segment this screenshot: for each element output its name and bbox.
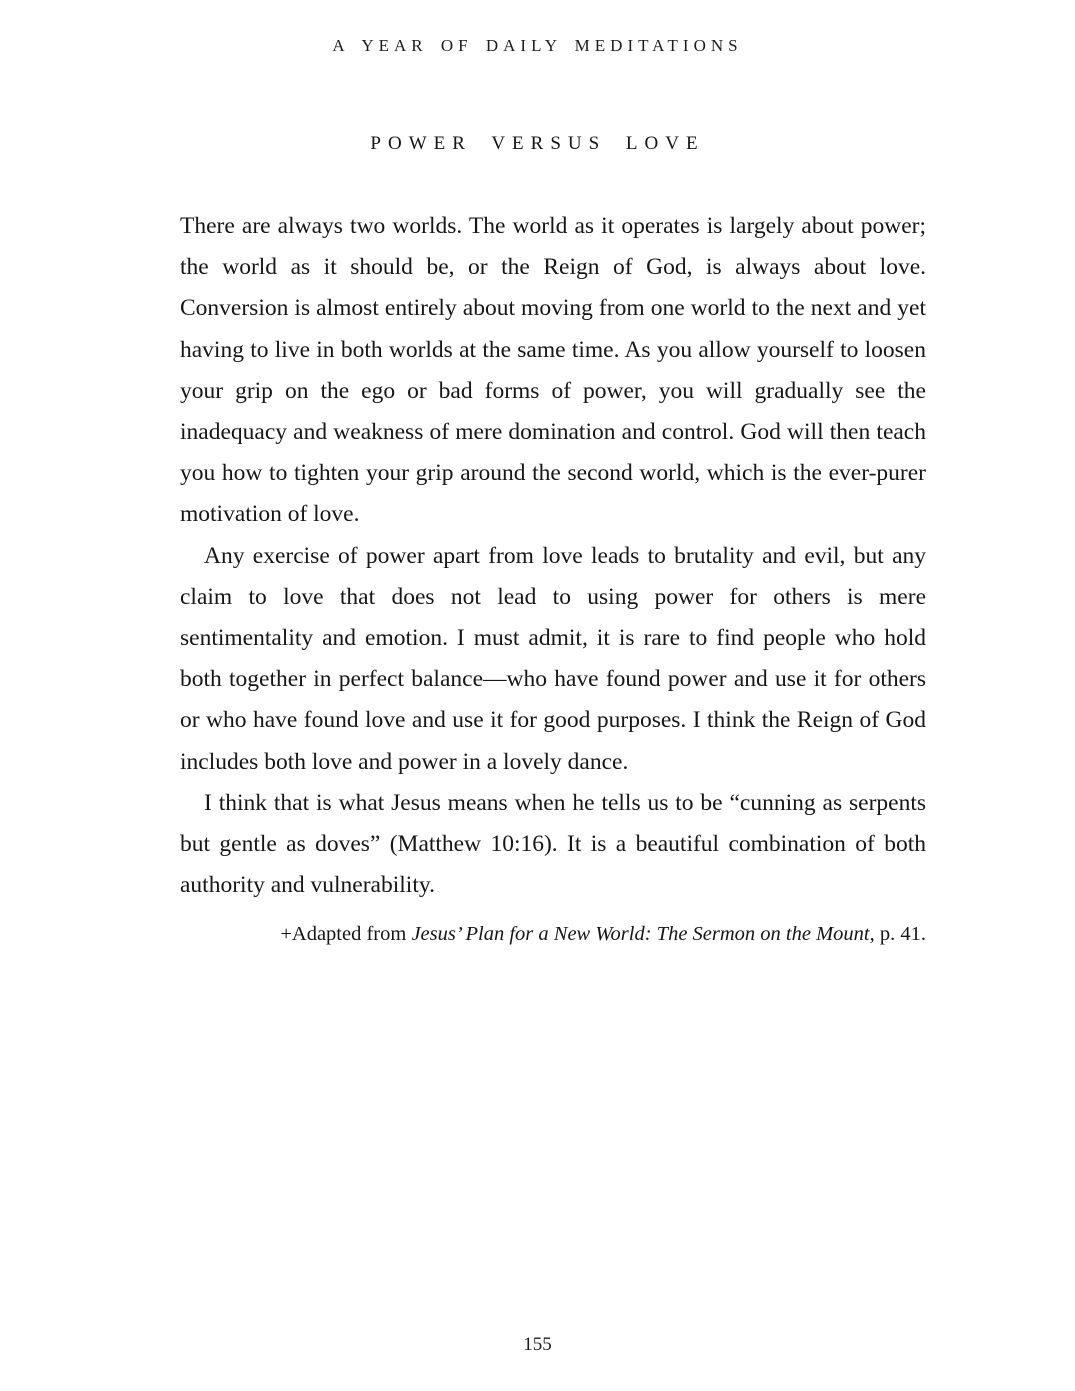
body-paragraph: Any exercise of power apart from love leads to brutality and evil, but any claim to love that does not lead to using power for others is mere sentimentality and emotion. I must admit, it is rare to find people who hold both together in perfect balance—who have found power and use it for others or who have found love and use it for good purposes. I think the Reign of God includes both love and power in a lovely dance. [180, 542, 926, 775]
page-number: 155 [523, 1334, 552, 1355]
body-paragraph: There are always two worlds. The world as it operates is largely about power; the world as it should be, or the Reign of God, is always about love. Conversion is almost entirely about moving from one world to the next and yet having to live in both worlds at the same time. As you allow yourself to loosen your grip on the ego or bad forms of power, you will gradually see the inadequacy and weakness of mere domination and control. God will then teach you how to tighten your grip around the second world, which is the ever-purer motivation of love. [180, 213, 926, 528]
body-text-block [180, 206, 926, 949]
attribution-line [180, 919, 926, 949]
attribution-prefix: +Adapted from [280, 923, 412, 946]
attribution-suffix: , p. 41. [869, 923, 926, 946]
running-header: A YEAR OF DAILY MEDITATIONS [332, 36, 743, 55]
attribution-work-title: Jesus’ Plan for a New World: The Sermon on the Mount [411, 923, 870, 946]
body-paragraph: I think that is what Jesus means when he tells us to be “cunning as serpents but gentle as doves” (Matthew 10:16). It is a beautiful combination of both authority and vulnerability. [180, 789, 926, 899]
chapter-title: POWER VERSUS LOVE [370, 133, 705, 154]
